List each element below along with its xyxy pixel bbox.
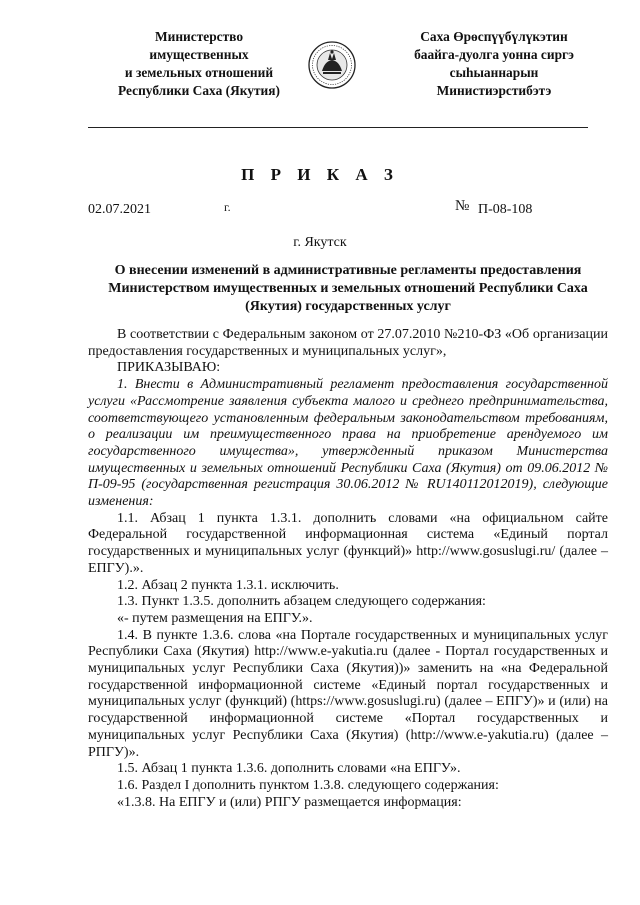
- header-left-line: и земельных отношений: [124, 65, 274, 80]
- body-paragraph: 1.4. В пункте 1.3.6. слова «на Портале государственных и муниципальных услуг Республики Саха (Якутия) http://www.e-yakutia.ru (далее - Портал государственных и муниципальных услуг Республики Саха (Якутия))» заменить на «на Федеральной государственной информационной системе «Единый портал государственных и муниципальных услуг (функций) (https://www.gosuslugi.ru) (далее – ЕПГУ)» и (или) на государственной информационной системе «Портал государственных и муниципальных услуг Республики Саха (Якутия) (http://www.e-yakutia.ru) (далее – РПГУ)».: [88, 627, 608, 760]
- body-paragraph: 1.5. Абзац 1 пункта 1.3.6. дополнить словами «на ЕПГУ».: [117, 761, 461, 777]
- header-divider: [88, 127, 588, 128]
- order-city: г. Якутск: [293, 235, 347, 250]
- header-left-line: Республики Саха (Якутия): [118, 83, 280, 98]
- header-right-line: сыһыаннарын: [449, 65, 539, 80]
- body-paragraph: 1. Внести в Административный регламент предоставления государственной услуги «Рассмотрение заявления субъекта малого и среднего предпринимательства, соответствующего установленным федеральным законодательством требованиям, о реализации им преимущественного права на приобретение арендуемого им государственного имущества», утвержденный приказом Министерства имущественных и земельных отношений Республики Саха (Якутия) от 09.06.2012 № П-09-95 (государственная регистрация 30.06.2012 № RU140112012019), следующие изменения:: [88, 377, 608, 510]
- year-suffix: г.: [224, 200, 231, 214]
- header-right-line: баайга-дуолга уонна сиргэ: [414, 47, 574, 62]
- body-paragraph: ПРИКАЗЫВАЮ:: [117, 360, 221, 376]
- coat-of-arms-icon: [307, 40, 357, 90]
- header-left-line: имущественных: [149, 47, 249, 62]
- order-subject: О внесении изменений в административные регламенты предоставления Министерством имущественных и земельных отношений Республики Саха (Якутия) государственных услуг: [108, 263, 588, 314]
- ministry-name-yakut: [398, 28, 590, 100]
- body-paragraph: «1.3.8. На ЕПГУ и (или) РПГУ размещается информация:: [117, 794, 462, 810]
- body-paragraph: 1.3. Пункт 1.3.5. дополнить абзацем следующего содержания:: [117, 594, 486, 610]
- order-body: [88, 327, 608, 811]
- header-right-line: Министиэрстибэтэ: [436, 83, 552, 98]
- body-paragraph: «- путем размещения на ЕПГУ.».: [117, 610, 313, 626]
- body-paragraph: 1.1. Абзац 1 пункта 1.3.1. дополнить словами «на официальном сайте Федеральной государственной информационная система «Единый портал государственных и муниципальных услуг (функций)» http://www.gosuslugi.ru/ (далее – ЕПГУ).».: [88, 510, 608, 576]
- header-left-line: Министерство: [154, 29, 244, 44]
- header-right-line: Саха Өрөспүүбүлүкэтин: [420, 29, 568, 44]
- document-title: П Р И К А З: [241, 165, 399, 184]
- order-date: 02.07.2021: [88, 202, 151, 217]
- ministry-name-russian: [88, 28, 310, 100]
- body-paragraph: 1.2. Абзац 2 пункта 1.3.1. исключить.: [117, 577, 339, 593]
- number-sign: №: [455, 198, 470, 214]
- body-paragraph: 1.6. Раздел I дополнить пунктом 1.3.8. следующего содержания:: [117, 777, 499, 793]
- body-paragraph: В соответствии с Федеральным законом от 27.07.2010 №210-ФЗ «Об организации предоставления государственных и муниципальных услуг»,: [88, 327, 608, 359]
- order-number: П-08-108: [478, 202, 533, 217]
